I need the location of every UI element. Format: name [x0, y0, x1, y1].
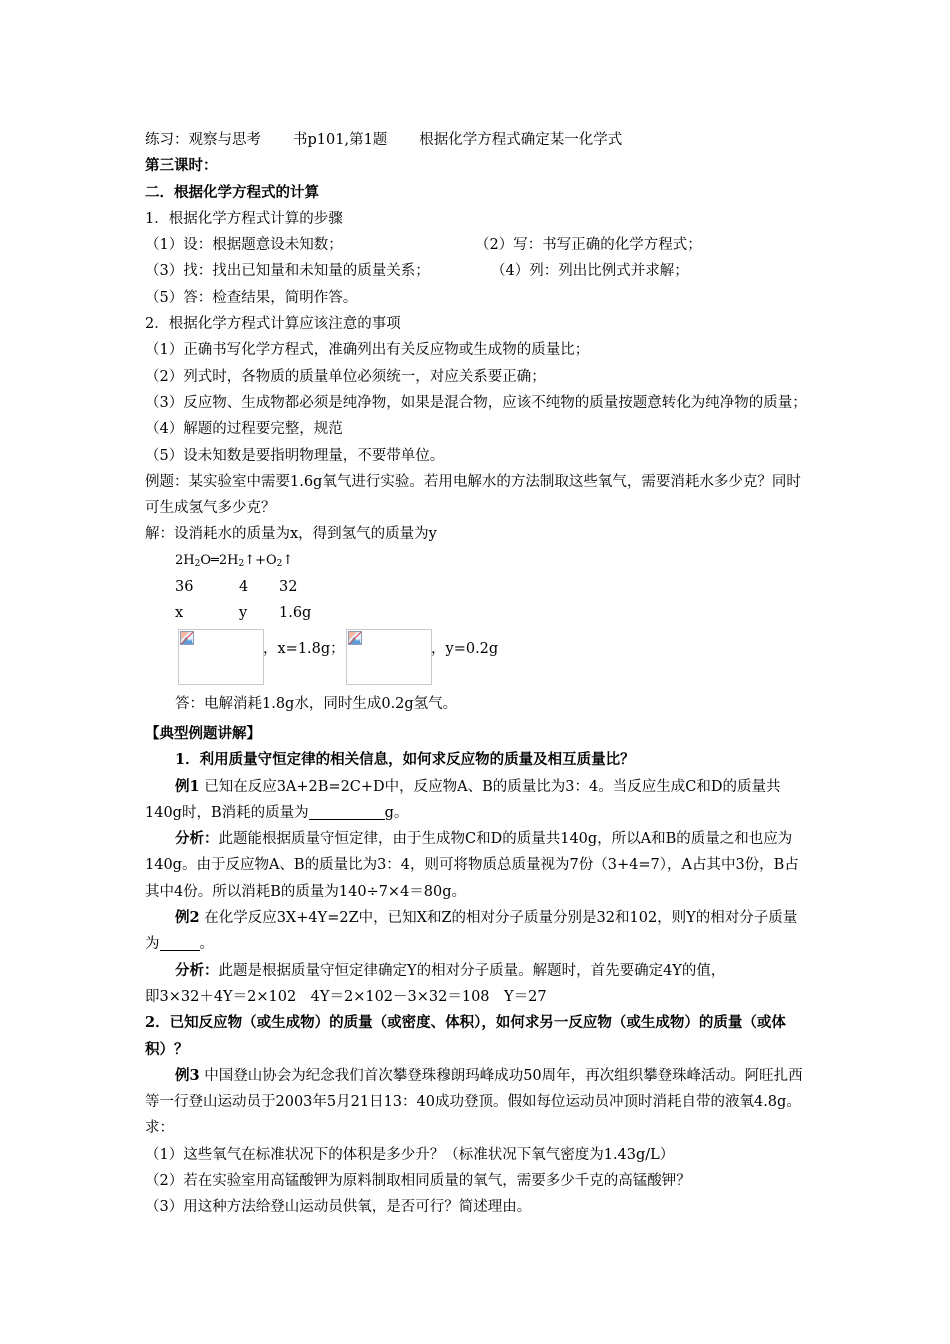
example-1-unit: g。 — [384, 804, 409, 821]
note-1: （1）正确书写化学方程式，准确列出有关反应物或生成物的质量比； — [145, 342, 590, 359]
image-placeholder-icon — [180, 631, 194, 645]
document-body — [145, 127, 810, 1221]
eq-gas-arrow-1: ↑ — [244, 552, 256, 568]
chemical-equation — [145, 548, 810, 574]
eq-oxygen-a: +O — [255, 552, 277, 568]
example-3-question-1: （1）这些氧气在标准状况下的体积是多少升？（标准状况下氧气密度为1.43g/L） — [145, 1146, 675, 1163]
eq-water-sub: 2 — [194, 558, 201, 569]
example-3-label: 例3 — [175, 1066, 200, 1084]
example-1 — [145, 774, 810, 827]
image-placeholder-icon — [348, 631, 362, 645]
example-2-label: 例2 — [175, 909, 200, 927]
ratio-images-row — [145, 627, 810, 685]
unknown-x: x — [175, 605, 184, 622]
section-title: 二．根据化学方程式的计算 — [145, 183, 319, 201]
eq-oxygen-sub: 2 — [276, 558, 283, 569]
practice-ref: 书p101,第1题 — [293, 132, 388, 148]
steps-row-2 — [145, 258, 810, 284]
example-question: 例题：某实验室中需要1.6g氧气进行实验。若用电解水的方法制取这些氧气，需要消耗水多少克？同时可生成氢气多少克？ — [145, 473, 801, 517]
question-1-title: 1．利用质量守恒定律的相关信息，如何求反应物的质量及相互质量比？ — [175, 751, 635, 769]
example-2-end: 。 — [199, 936, 214, 953]
analysis-label: 分析： — [175, 961, 219, 979]
step-2: （2）写：书写正确的化学方程式； — [475, 237, 702, 254]
question-2-title: 2．已知反应物（或生成物）的质量（或密度、体积），如何求另一反应物（或生成物）的质量（或体积）？ — [145, 1014, 786, 1058]
mass-hydrogen: 4 — [239, 579, 249, 596]
lesson-title: 第三课时： — [145, 157, 218, 175]
solution-intro: 解：设消耗水的质量为x，得到氢气的质量为y — [145, 526, 437, 543]
mass-row — [145, 574, 810, 600]
note-5: （5）设未知数是要指明物理量，不要带单位。 — [145, 447, 445, 464]
eq-hydrogen-sub: 2 — [238, 558, 245, 569]
practice-line — [145, 127, 810, 153]
result-y: ，y=0.2g — [431, 640, 499, 657]
example-2-calculation: 即3×32＋4Y＝2×102 4Y＝2×102－3×32＝108 Y＝27 — [145, 988, 547, 1005]
analysis-label: 分析： — [175, 830, 219, 848]
note-2: （2）列式时，各物质的质量单位必须统一，对应关系要正确； — [145, 368, 546, 385]
example-2 — [145, 905, 810, 958]
unknown-row — [145, 600, 810, 626]
answer-blank — [309, 805, 385, 820]
eq-hydrogen-a: 2H — [218, 552, 239, 568]
steps-row-1 — [145, 232, 810, 258]
known-oxygen-mass: 1.6g — [279, 605, 312, 622]
notes-title: 2．根据化学方程式计算应该注意的事项 — [145, 316, 401, 333]
answer-blank — [160, 936, 200, 951]
example-3 — [145, 1063, 810, 1142]
example-1-analysis — [145, 826, 810, 905]
result-x: ，x=1.8g； — [263, 640, 345, 657]
example-3-question-2: （2）若在实验室用高锰酸钾为原料制取相同质量的氧气，需要多少千克的高锰酸钾？ — [145, 1172, 691, 1189]
eq-gas-arrow-2: ↑ — [282, 552, 294, 568]
note-4: （4）解题的过程要完整，规范 — [145, 421, 343, 438]
example-3-question-3: （3）用这种方法给登山运动员供氧，是否可行？简述理由。 — [145, 1199, 532, 1216]
example-2-text: 在化学反应3X+4Y=2Z中，已知X和Z的相对分子质量分别是32和102，则Y的相对分子质量为 — [145, 910, 798, 953]
eq-arrow: ═ — [211, 552, 219, 568]
broken-image-icon — [346, 629, 432, 685]
example-answer: 答：电解消耗1.8g水，同时生成0.2g氢气。 — [175, 695, 458, 712]
typical-heading: 【典型例题讲解】 — [145, 724, 261, 742]
analysis-text: 此题是根据质量守恒定律确定Y的相对分子质量。解题时，首先要确定4Y的值， — [218, 962, 726, 979]
mass-oxygen: 32 — [279, 579, 298, 596]
step-3: （3）找：找出已知量和未知量的质量关系； — [145, 263, 430, 280]
analysis-text: 此题能根据质量守恒定律，由于生成物C和D的质量共140g，所以A和B的质量之和也应为140g。由于反应物A、B的质量比为3：4，则可将物质总质量视为7份（3+4=7），A占其中3份，B占其中4份。所以消耗B的质量为140÷7×4＝80g。 — [145, 831, 799, 900]
eq-water-b: O — [200, 552, 212, 568]
note-3: （3）反应物、生成物都必须是纯净物，如果是混合物，应该不纯物的质量按题意转化为纯净物的质量； — [145, 394, 807, 411]
example-1-label: 例1 — [175, 777, 200, 795]
step-4: （4）列：列出比例式并求解； — [491, 263, 689, 280]
eq-water-a: 2H — [175, 552, 195, 568]
practice-label: 练习：观察与思考 — [145, 132, 261, 148]
example-3-text: 中国登山协会为纪念我们首次攀登珠穆朗玛峰成功50周年，再次组织攀登珠峰活动。阿旺扎西等一行登山运动员于2003年5月21日13：40成功登顶。假如每位运动员冲顶时消耗自带的液氧4.8g。求： — [145, 1067, 803, 1137]
broken-image-icon — [178, 629, 264, 685]
practice-topic: 根据化学方程式确定某一化学式 — [419, 132, 623, 148]
step-1: （1）设：根据题意设未知数； — [145, 237, 343, 254]
step-5: （5）答：检查结果，简明作答。 — [145, 289, 358, 306]
unknown-y: y — [239, 605, 248, 622]
steps-title: 1．根据化学方程式计算的步骤 — [145, 210, 343, 227]
example-1-text: 已知在反应3A+2B=2C+D中，反应物A、B的质量比为3：4。当反应生成C和D的质量共140g时，B消耗的质量为 — [145, 778, 781, 821]
mass-water: 36 — [175, 579, 194, 596]
example-2-analysis — [145, 958, 810, 984]
